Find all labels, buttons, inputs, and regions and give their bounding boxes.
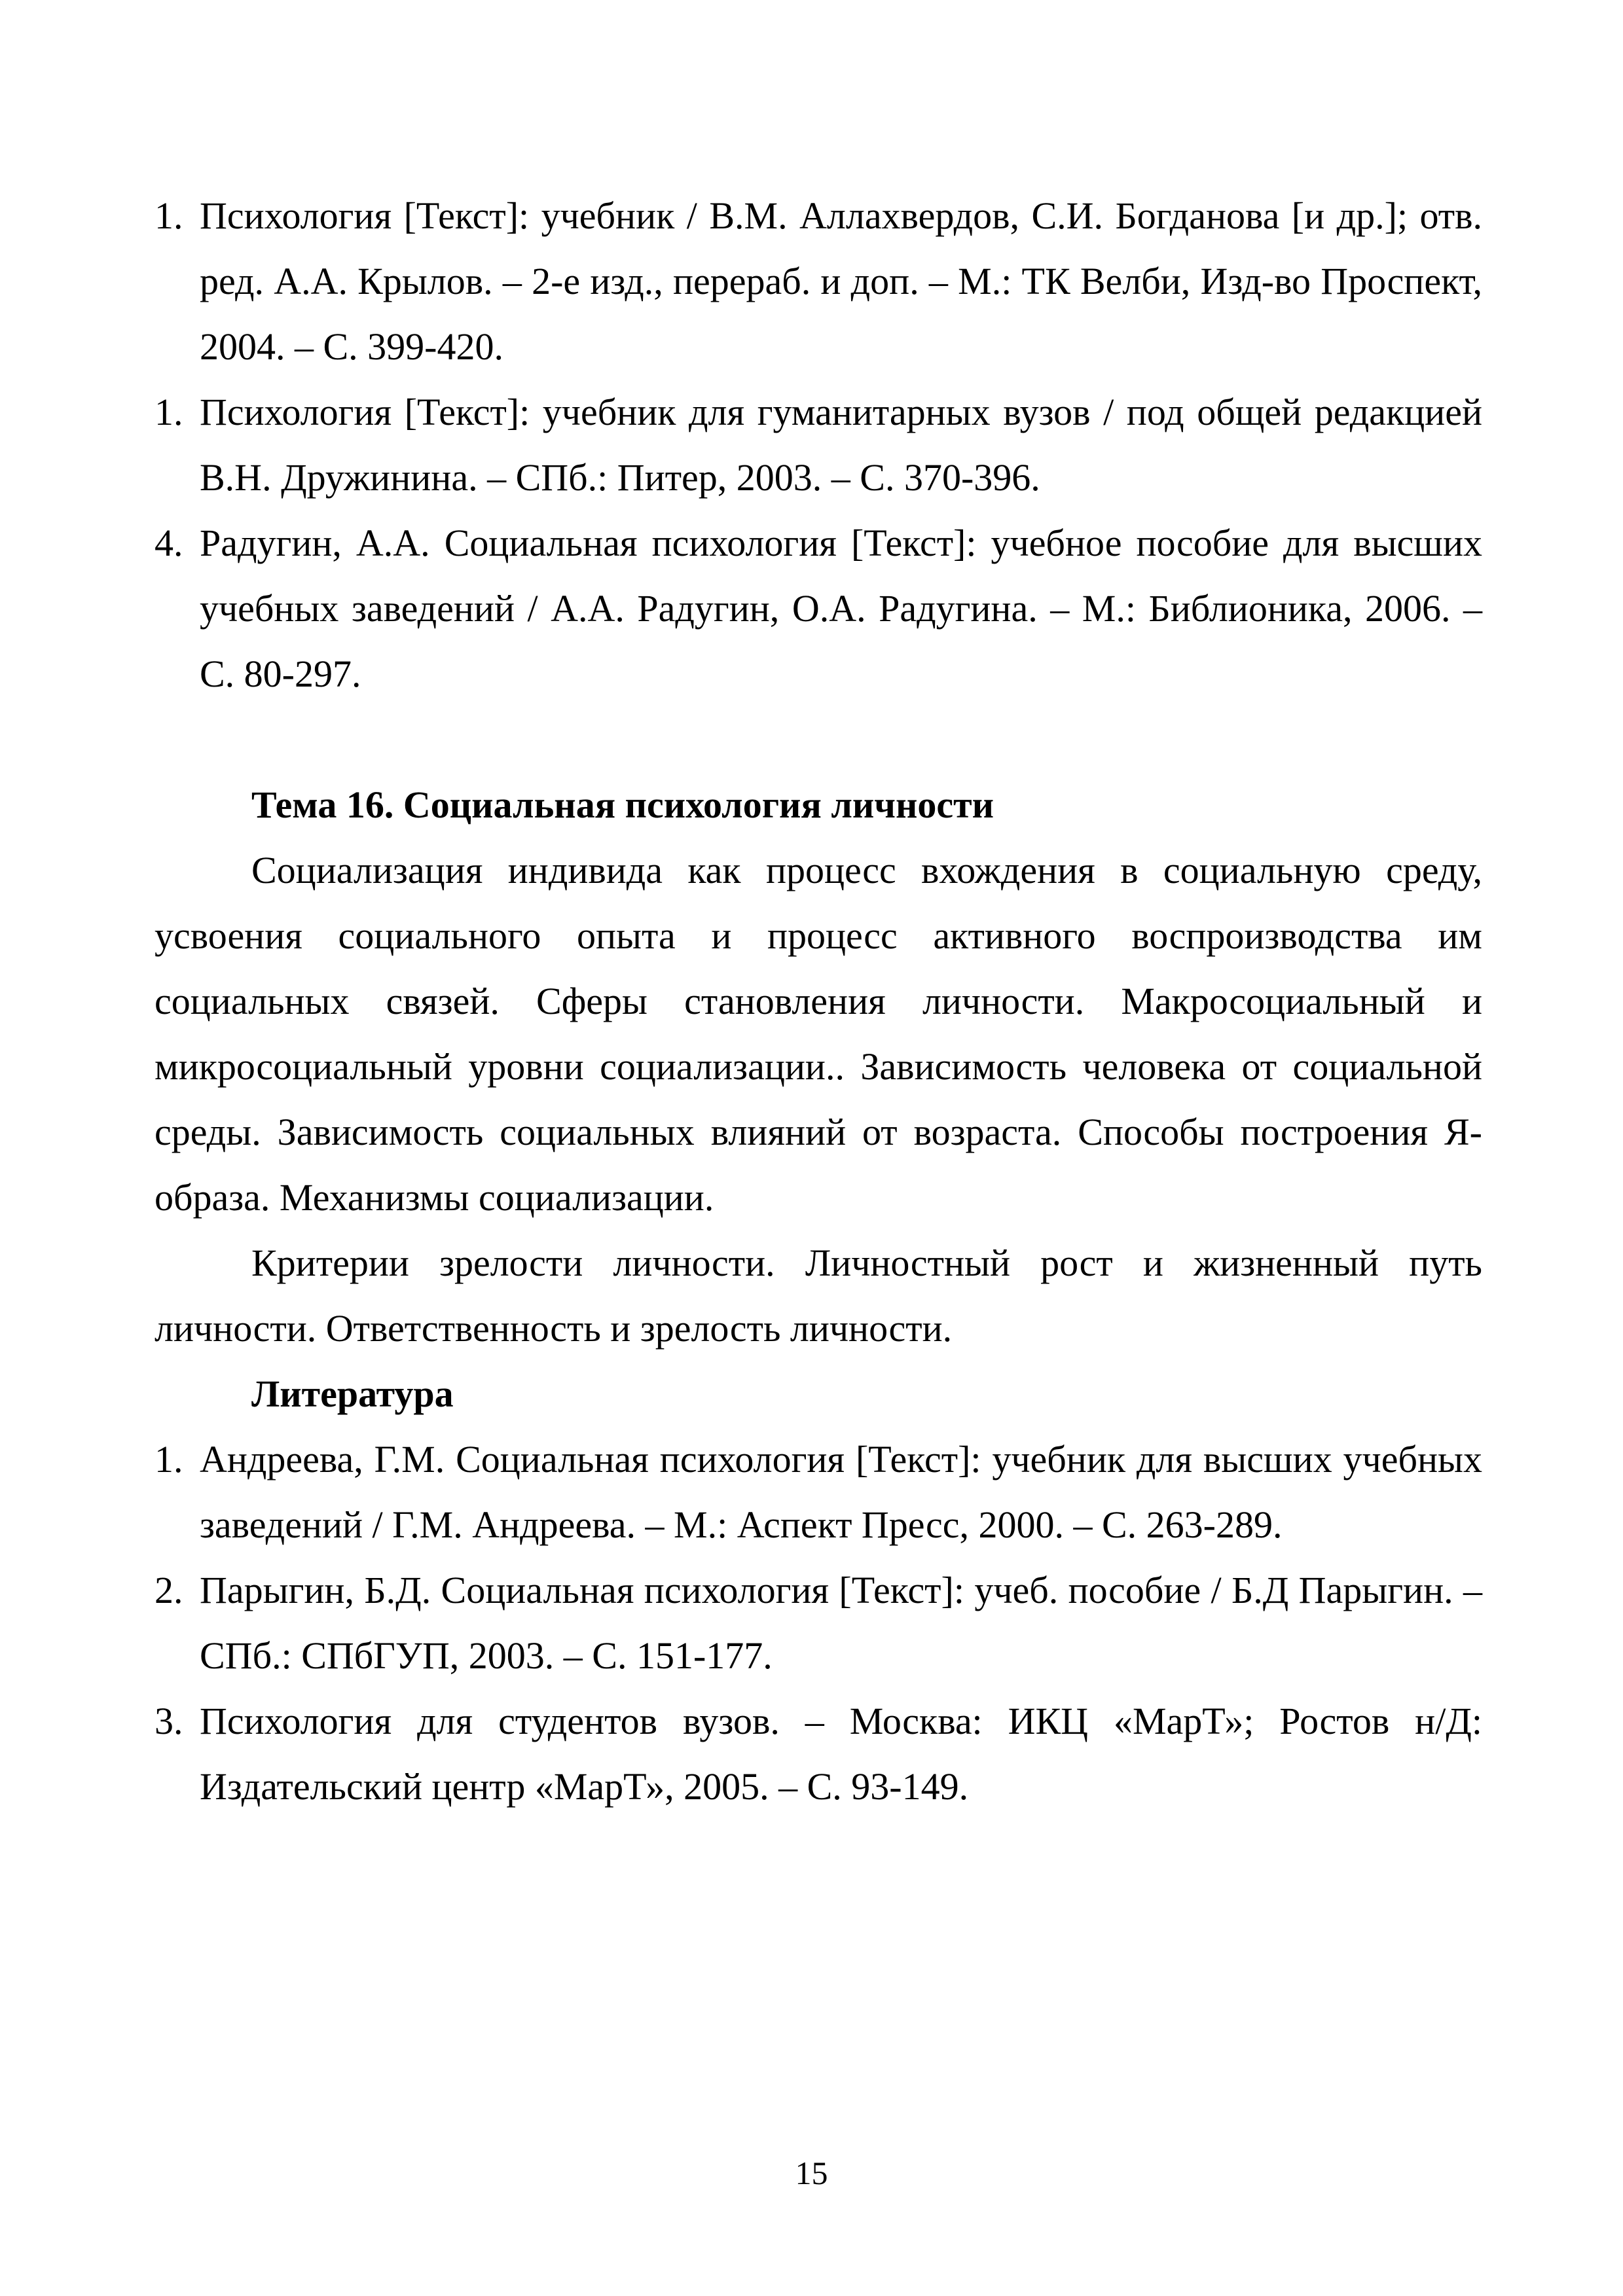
literature-text: Парыгин, Б.Д. Социальная психология [Текст]: учеб. пособие / Б.Д Парыгин. – СПб.: СПбГУП, 2003. – С. 151-177. — [200, 1569, 1482, 1677]
reference-number: 4. — [155, 522, 183, 564]
section-gap — [155, 707, 1482, 772]
topic-heading: Тема 16. Социальная психология личности — [251, 783, 994, 826]
reference-text: Радугин, А.А. Социальная психология [Текст]: учебное пособие для высших учебных заведений / А.А. Радугин, О.А. Радугина. – М.: Библионика, 2006. – С. 80-297. — [200, 522, 1482, 695]
literature-text: Андреева, Г.М. Социальная психология [Текст]: учебник для высших учебных заведений / Г.М. Андреева. – М.: Аспект Пресс, 2000. – С. 263-289. — [200, 1438, 1482, 1546]
reference-text: Психология [Текст]: учебник / В.М. Аллахвердов, С.И. Богданова [и др.]; отв. ред. А.А. Крылов. – 2-е изд., перераб. и доп. – М.: ТК Велби, Изд-во Проспект, 2004. – С. 399-420. — [200, 194, 1482, 368]
reference-item — [155, 183, 1482, 380]
literature-number: 3. — [155, 1700, 183, 1742]
topic-paragraph: Критерии зрелости личности. Личностный рост и жизненный путь личности. Ответственность и зрелость личности. — [155, 1242, 1482, 1350]
reference-number: 1. — [155, 391, 183, 433]
literature-list — [155, 1427, 1482, 1820]
literature-number: 2. — [155, 1569, 183, 1611]
reference-item — [155, 380, 1482, 511]
literature-number: 1. — [155, 1438, 183, 1480]
literature-item — [155, 1558, 1482, 1689]
literature-text: Психология для студентов вузов. – Москва: ИКЦ «МарТ»; Ростов н/Д: Издательский центр «МарТ», 2005. – С. 93-149. — [200, 1700, 1482, 1808]
reference-item — [155, 511, 1482, 707]
page-content — [155, 183, 1482, 1820]
topic-paragraph: Социализация индивида как процесс вхождения в социальную среду, усвоения социального опыта и процесс активного воспроизводства им социальных связей. Сферы становления личности. Макросоциальный и микросоциальный уровни социализации.. Зависимость человека от социальной среды. Зависимость социальных влияний от возраста. Способы построения Я-образа. Механизмы социализации. — [155, 849, 1482, 1219]
reference-list-top — [155, 183, 1482, 707]
page-number: 15 — [795, 2155, 828, 2191]
literature-heading: Литература — [251, 1372, 454, 1415]
literature-item — [155, 1427, 1482, 1558]
reference-number: 1. — [155, 194, 183, 237]
literature-item — [155, 1689, 1482, 1820]
reference-text: Психология [Текст]: учебник для гуманитарных вузов / под общей редакцией В.Н. Дружинина. – СПб.: Питер, 2003. – С. 370-396. — [200, 391, 1482, 499]
